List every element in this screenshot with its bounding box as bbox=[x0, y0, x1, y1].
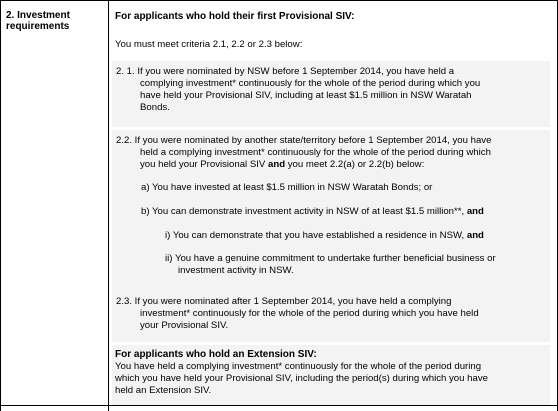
criterion-2-2a: a) You have invested at least $1.5 million in NSW Waratah Bonds; or bbox=[141, 182, 433, 193]
criteria-intro: You must meet criteria 2.1, 2.2 or 2.3 below: bbox=[115, 39, 303, 50]
criterion-2-1-line: have held your Provisional SIV, including at least $1.5 million in NSW Waratah bbox=[140, 90, 472, 101]
criterion-2-2b-i bbox=[165, 230, 484, 242]
criterion-2-2b-i-text: i) You can demonstrate that you have established a residence in NSW, bbox=[165, 230, 465, 241]
criterion-2-3-line: investment* continuously for the whole of the period during which you have held bbox=[140, 308, 479, 319]
criterion-2-2-line bbox=[140, 159, 424, 171]
criterion-2-2b-and: and bbox=[466, 206, 484, 217]
criterion-2-2-text: you held your Provisional SIV bbox=[140, 159, 266, 170]
criterion-2-2b-ii-line: investment activity in NSW. bbox=[178, 265, 294, 276]
row-top-border bbox=[0, 0, 558, 1]
criterion-2-1-line: complying investment* continuously for the whole of the period during which you bbox=[140, 78, 481, 89]
criterion-2-2b bbox=[141, 206, 484, 218]
table-left-border bbox=[0, 0, 1, 411]
section-label: 2. Investment requirements bbox=[6, 10, 70, 32]
extension-siv-heading: For applicants who hold an Extension SIV: bbox=[115, 349, 317, 360]
first-siv-heading: For applicants who hold their first Provisional SIV: bbox=[115, 11, 355, 22]
extension-siv-line: You have held a complying investment* continuously for the whole of the period during bbox=[115, 361, 482, 372]
criterion-2-2b-ii-line: ii) You have a genuine commitment to undertake further beneficial business or bbox=[165, 253, 496, 264]
criterion-2-2b-text: b) You can demonstrate investment activity in NSW of at least $1.5 million**, bbox=[141, 206, 465, 217]
criterion-2-1-line: 2. 1. If you were nominated by NSW before 1 September 2014, you have held a bbox=[116, 66, 455, 77]
criterion-2-2-and: and bbox=[268, 159, 286, 170]
row-bottom-border bbox=[0, 405, 558, 406]
criterion-2-2-line: held a complying investment* continuously for the whole of the period during which bbox=[140, 147, 491, 158]
criterion-2-2b-i-and: and bbox=[466, 230, 484, 241]
criterion-2-2-line: 2.2. If you were nominated by another state/territory before 1 September 2014, you have bbox=[116, 135, 492, 146]
extension-siv-line: which you have held your Provisional SIV, including the period(s) during which you have bbox=[115, 373, 488, 384]
criterion-2-1-line: Bonds. bbox=[140, 102, 170, 113]
column-divider bbox=[108, 0, 109, 411]
extension-siv-line: held an Extension SIV. bbox=[115, 385, 212, 396]
criterion-2-2-tail: you meet 2.2(a) or 2.2(b) below: bbox=[287, 159, 425, 170]
criterion-2-3-line: your Provisional SIV. bbox=[140, 320, 229, 331]
criterion-2-3-line: 2.3. If you were nominated after 1 September 2014, you have held a complying bbox=[116, 296, 452, 307]
